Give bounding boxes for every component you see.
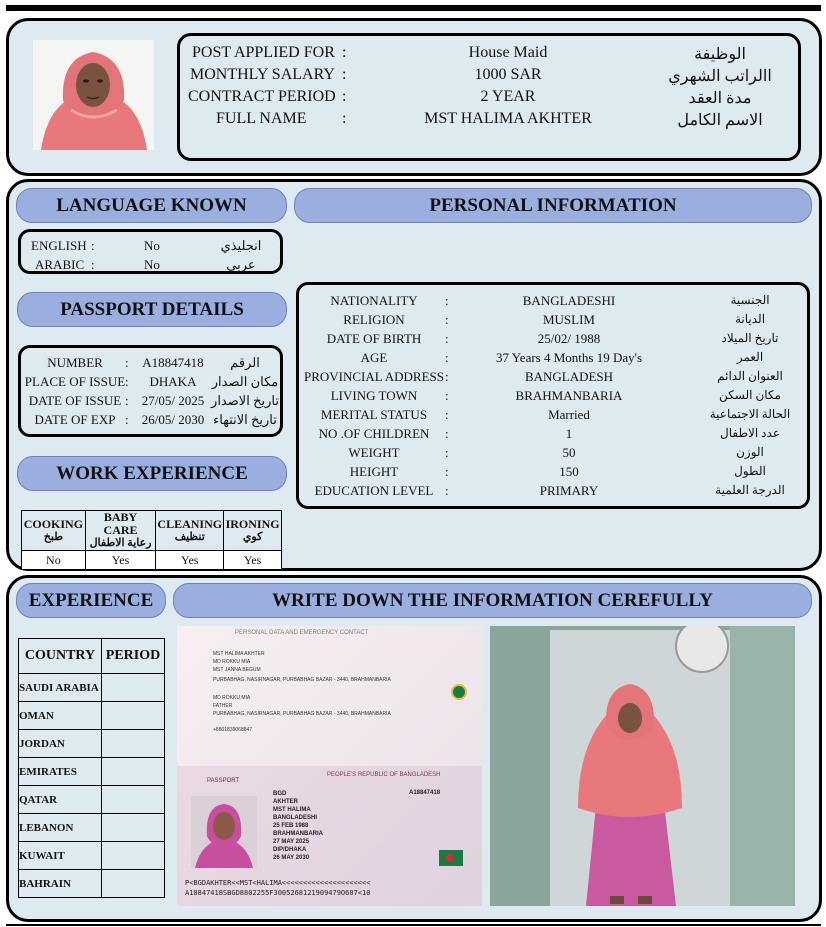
passport-details-heading: PASSPORT DETAILS [17, 292, 287, 327]
language-arabic: عربي [226, 257, 256, 272]
passport-value: DHAKA [149, 374, 197, 389]
language-box [18, 229, 283, 274]
personal-value: Married [548, 407, 590, 422]
work-value: Yes [85, 551, 156, 570]
personal-value: BANGLADESHI [522, 293, 616, 308]
passport-field: MST JANNA BEGUM [213, 667, 261, 673]
language-value: No [144, 257, 160, 272]
passport-arabic: تاريخ الانتهاء [213, 412, 277, 427]
header-label: FULL NAME [216, 110, 307, 127]
passport-box [18, 345, 283, 437]
experience-col-period: PERIOD [102, 639, 165, 674]
passport-field: PURBABHAG, NASIRNAGAR, PURBABHAG BAZAR - 3440, BRAHMANBARIA [213, 677, 391, 683]
passport-label: DATE OF ISSUE [28, 393, 122, 408]
work-col-ironing [224, 511, 282, 551]
passport-mrz [185, 878, 477, 898]
personal-arabic: الوزن [736, 445, 764, 459]
personal-arabic: الجنسية [730, 293, 770, 307]
work-col-ar: تنظيف [174, 530, 205, 543]
full-body-photo [490, 626, 795, 906]
passport-emblem-icon [451, 684, 467, 700]
experience-period [102, 674, 165, 702]
passport-label: NUMBER [47, 355, 103, 370]
passport-colon: : [125, 374, 129, 389]
passport-mrz-line1: P<BGDAKHTER<<MST<HALIMA<<<<<<<<<<<<<<<<<<<<< [185, 879, 371, 887]
passport-arabic: مكان الصدار [211, 374, 279, 389]
passport-holder-photo [191, 796, 257, 868]
passport-field: PURBABHAG, NASIRNAGAR, PURBABHAG BAZAR - 3440, BRAHMANBARIA [213, 711, 391, 717]
passport-flag-icon [439, 850, 463, 866]
personal-colon: : [445, 426, 449, 441]
passport-scan-image [177, 626, 482, 906]
experience-country: JORDAN [19, 730, 102, 758]
work-experience-heading: WORK EXPERIENCE [17, 456, 287, 491]
portrait-photo [33, 40, 154, 150]
passport-field: MD ROKKU MIA [213, 695, 251, 701]
work-col-en: COOKING [23, 516, 84, 531]
personal-colon: : [445, 388, 449, 403]
personal-label: WEIGHT [348, 445, 400, 460]
passport-field: FATHER [213, 703, 233, 709]
work-col-baby-care [85, 511, 156, 551]
passport-data-fields [273, 790, 403, 862]
passport-colon: : [125, 355, 129, 370]
header-colon: : [342, 66, 347, 83]
personal-colon: : [445, 407, 449, 422]
work-value: No [22, 551, 86, 570]
experience-row [19, 758, 165, 786]
work-col-ar: طبخ [43, 530, 63, 543]
language-value: No [144, 238, 160, 253]
personal-value: 150 [559, 464, 579, 479]
personal-label: DATE OF BIRTH [326, 331, 422, 346]
work-col-ar: رعاية الاطفال [89, 537, 152, 549]
passport-field: MST HALIMA AKHTER [213, 651, 265, 657]
passport-data-page [177, 766, 482, 906]
header-colon: : [342, 44, 347, 61]
work-col-en: BABY CARE [103, 510, 138, 537]
experience-period [102, 842, 165, 870]
work-col-cooking [22, 511, 86, 551]
experience-country: KUWAIT [19, 842, 102, 870]
personal-arabic: مكان السكن [719, 388, 781, 402]
personal-value: 37 Years 4 Months 19 Day's [495, 350, 643, 365]
header-label: MONTHLY SALARY [190, 66, 335, 83]
personal-arabic: العنوان الدائم [717, 369, 783, 383]
passport-value: 27/05/ 2025 [141, 393, 205, 408]
experience-row [19, 842, 165, 870]
personal-arabic: الدرجة العلمية [715, 483, 785, 497]
personal-arabic: العمر [736, 350, 764, 364]
header-value: House Maid [468, 44, 548, 61]
header-colon: : [342, 88, 347, 105]
header-value: MST HALIMA AKHTER [424, 110, 592, 127]
personal-label: EDUCATION LEVEL [314, 483, 434, 498]
work-col-ar: كوي [242, 530, 263, 543]
experience-row [19, 702, 165, 730]
personal-information-heading: PERSONAL INFORMATION [294, 188, 812, 223]
header-colon: : [342, 110, 347, 127]
passport-upper-fields [213, 650, 413, 734]
passport-upper-heading: PERSONAL DATA AND EMERGENCY CONTACT [235, 630, 369, 636]
passport-field: +8801839068847 [213, 727, 253, 733]
passport-field: MD ROKKU MIA [213, 659, 251, 665]
personal-colon: : [445, 293, 449, 308]
personal-label: LIVING TOWN [330, 388, 418, 403]
work-col-en: CLEANING [157, 516, 223, 531]
language-label: ARABIC [35, 257, 85, 272]
passport-mrz-line2: A18847418SBGD8802255F3005268121909479O607<10 [185, 889, 371, 897]
passport-number-text: A18847418 [409, 790, 441, 796]
experience-period [102, 730, 165, 758]
personal-arabic: عدد الاطفال [720, 426, 780, 440]
experience-period [102, 870, 165, 898]
passport-label: DATE OF EXP [34, 412, 116, 427]
personal-label: PROVINCIAL ADDRESS [303, 369, 444, 384]
passport-value: 26/05/ 2030 [141, 412, 205, 427]
passport-expiry: 26 MAY 2030 [273, 855, 310, 861]
experience-country: LEBANON [19, 814, 102, 842]
passport-authority: DIP/DHAKA [273, 847, 307, 853]
passport-country-line: PEOPLE'S REPUBLIC OF BANGLADESH [327, 772, 441, 778]
experience-col-country: COUNTRY [19, 639, 102, 674]
personal-label: HEIGHT [349, 464, 399, 479]
personal-label: RELIGION [343, 312, 405, 327]
personal-label: NATIONALITY [330, 293, 418, 308]
language-colon: : [91, 238, 95, 253]
passport-surname: AKHTER [273, 799, 298, 805]
work-col-en: IRONING [225, 516, 280, 531]
header-arabic: مدة العقد [688, 90, 752, 107]
passport-value: A18847418 [142, 355, 204, 370]
experience-country: QATAR [19, 786, 102, 814]
passport-colon: : [125, 412, 129, 427]
experience-country: OMAN [19, 702, 102, 730]
personal-value: 1 [565, 426, 573, 441]
personal-value: BRAHMANBARIA [515, 388, 623, 403]
experience-period [102, 758, 165, 786]
work-value: Yes [224, 551, 282, 570]
experience-row [19, 870, 165, 898]
header-label: CONTRACT PERIOD [188, 88, 336, 105]
personal-value: MUSLIM [542, 312, 595, 327]
experience-table [18, 638, 165, 898]
language-colon: : [91, 257, 95, 272]
language-label: ENGLISH [31, 238, 87, 253]
personal-label: NO .OF CHILDREN [318, 426, 430, 441]
personal-colon: : [445, 464, 449, 479]
language-arabic: انجليذي [220, 238, 262, 253]
work-value-row [22, 551, 282, 570]
header-arabic: الوظيفة [694, 46, 746, 63]
passport-arabic: الرقم [230, 355, 260, 370]
personal-colon: : [445, 369, 449, 384]
header-value: 2 YEAR [480, 88, 536, 105]
experience-country: BAHRAIN [19, 870, 102, 898]
experience-row [19, 730, 165, 758]
experience-header-row [19, 639, 165, 674]
header-label: POST APPLIED FOR [192, 44, 335, 61]
experience-heading: EXPERIENCE [16, 583, 166, 618]
personal-info-box [296, 282, 810, 509]
passport-colon: : [125, 393, 129, 408]
personal-arabic: الحالة الاجتماعية [709, 407, 791, 421]
work-col-cleaning [156, 511, 224, 551]
personal-colon: : [445, 350, 449, 365]
personal-colon: : [445, 445, 449, 460]
personal-value: PRIMARY [539, 483, 599, 498]
experience-period [102, 814, 165, 842]
experience-row [19, 814, 165, 842]
experience-row [19, 674, 165, 702]
personal-label: MERITAL STATUS [320, 407, 428, 422]
experience-period [102, 786, 165, 814]
personal-colon: : [445, 312, 449, 327]
work-header-row [22, 511, 282, 551]
personal-value: BANGLADESH [524, 369, 614, 384]
personal-label: AGE [360, 350, 388, 365]
personal-value: 25/02/ 1988 [537, 331, 601, 346]
passport-label-text: PASSPORT [207, 778, 240, 784]
experience-period [102, 702, 165, 730]
personal-arabic: الطول [734, 464, 766, 478]
passport-place: BRAHMANBARIA [273, 831, 323, 837]
personal-colon: : [445, 483, 449, 498]
work-value: Yes [156, 551, 224, 570]
work-experience-table [21, 510, 282, 570]
passport-dob: 25 FEB 1988 [273, 823, 309, 829]
experience-country: SAUDI ARABIA [19, 674, 102, 702]
passport-given: MST HALIMA [273, 807, 311, 813]
top-border-bar [6, 5, 821, 11]
passport-label: PLACE OF ISSUE [24, 374, 126, 389]
passport-nationality: BANGLADESHI [273, 815, 318, 821]
language-known-heading: LANGUAGE KNOWN [16, 188, 287, 223]
personal-colon: : [445, 331, 449, 346]
header-arabic: االراتب الشهري [668, 68, 772, 85]
header-info-box [177, 33, 801, 161]
header-value: 1000 SAR [474, 66, 542, 83]
passport-issue: 27 MAY 2025 [273, 839, 310, 845]
personal-arabic: تاريخ الميلاد [721, 331, 779, 345]
passport-upper-page [177, 626, 482, 766]
personal-arabic: الديانة [734, 312, 766, 326]
experience-country: EMIRATES [19, 758, 102, 786]
notice-heading: WRITE DOWN THE INFORMATION CEREFULLY [173, 583, 812, 618]
header-arabic: الاسم الكامل [677, 112, 763, 129]
personal-value: 50 [562, 445, 576, 460]
experience-row [19, 786, 165, 814]
passport-code: BGD [273, 791, 287, 797]
passport-arabic: تاريخ الاصدار [211, 393, 279, 408]
bottom-border-line [6, 924, 821, 926]
